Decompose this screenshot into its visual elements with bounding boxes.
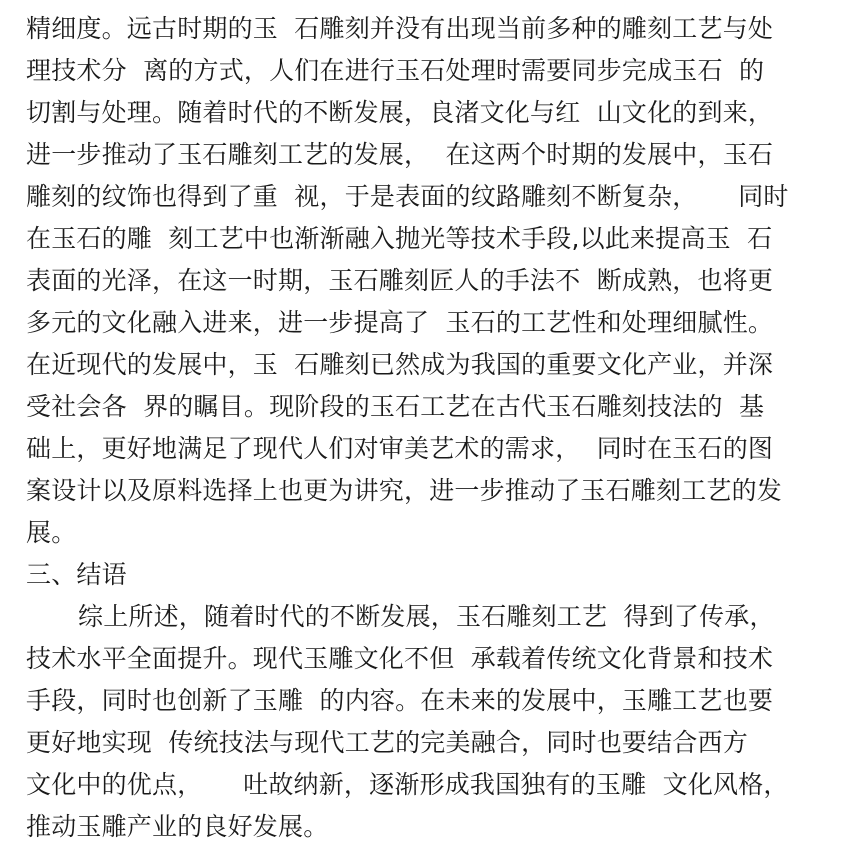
text-line: 展。	[26, 518, 77, 547]
document-page	[26, 8, 826, 848]
text-line: 础上，更好地满足了现代人们对审美艺术的需求， 同时在玉石的图	[26, 434, 774, 463]
text-line: 推动玉雕产业的良好发展。	[26, 812, 329, 841]
section-heading: 三、结语	[26, 560, 127, 589]
paragraph-modern-development	[26, 344, 826, 554]
paragraph-jade-history	[26, 8, 826, 344]
text-line: 在玉石的雕 刻工艺中也渐渐融入抛光等技术手段,以此来提高玉 石	[26, 224, 773, 253]
text-line: 多元的文化融入进来，进一步提高了 玉石的工艺性和处理细腻性。	[26, 308, 774, 337]
text-line: 更好地实现 传统技法与现代工艺的完美融合，同时也要结合西方	[26, 728, 748, 757]
text-line: 综上所述，随着时代的不断发展，玉石雕刻工艺 得到了传承，	[78, 602, 775, 631]
text-line: 雕刻的纹饰也得到了重 视，于是表面的纹路雕刻不断复杂， 同时	[26, 182, 789, 211]
text-line: 切割与处理。随着时代的不断发展，良渚文化与红 山文化的到来，	[26, 98, 774, 127]
text-line: 文化中的优点， 吐故纳新，逐渐形成我国独有的玉雕 文化风格，	[26, 770, 789, 799]
text-line: 表面的光泽，在这一时期，玉石雕刻匠人的手法不 断成熟，也将更	[26, 266, 774, 295]
text-line: 理技术分 离的方式，人们在进行玉石处理时需要同步完成玉石 的	[26, 56, 765, 85]
paragraph-conclusion	[26, 596, 826, 848]
text-line: 进一步推动了玉石雕刻工艺的发展， 在这两个时期的发展中，玉石	[26, 140, 774, 169]
text-line: 精细度。远古时期的玉 石雕刻并没有出现当前多种的雕刻工艺与处	[26, 14, 774, 43]
text-line: 手段，同时也创新了玉雕 的内容。在未来的发展中，玉雕工艺也要	[26, 686, 774, 715]
text-line: 在近现代的发展中，玉 石雕刻已然成为我国的重要文化产业，并深	[26, 350, 774, 379]
text-line: 技术水平全面提升。现代玉雕文化不但 承载着传统文化背景和技术	[26, 644, 774, 673]
text-line: 受社会各 界的瞩目。现阶段的玉石工艺在古代玉石雕刻技法的 基	[26, 392, 765, 421]
text-line: 案设计以及原料选择上也更为讲究，进一步推动了玉石雕刻工艺的发	[26, 476, 783, 505]
